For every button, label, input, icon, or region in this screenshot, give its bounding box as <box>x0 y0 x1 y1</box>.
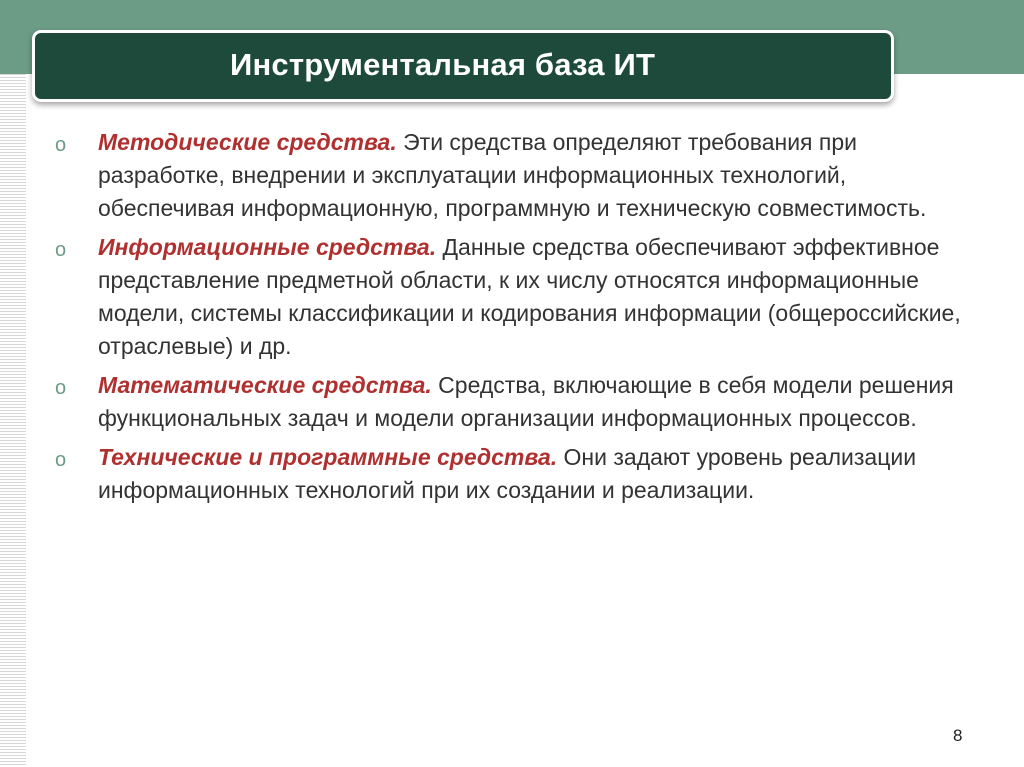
bullet-icon: o <box>55 449 67 471</box>
bullet-list <box>55 126 975 513</box>
item-text: Средства, включающие в себя модели решения функциональных задач и модели организации информационных процессов. <box>98 372 954 431</box>
bullet-icon: o <box>55 377 67 399</box>
item-text: Они задают уровень реализации информационных технологий при их создании и реализации. <box>98 444 917 503</box>
title-bar <box>32 30 894 102</box>
slide-title: Инструментальная база ИТ <box>230 47 656 82</box>
bullet-icon: o <box>55 134 67 156</box>
bullet-icon: o <box>55 239 67 261</box>
item-term: Технические и программные средства. <box>98 444 558 470</box>
list-item <box>55 441 975 507</box>
list-item <box>55 231 975 363</box>
item-text: Данные средства обеспечивают эффективное представление предметной области, к их числу относятся информационные модели, системы классификации и кодирования информации (общероссийские, отраслевые) и др. <box>98 234 961 359</box>
left-decorative-stripe <box>0 74 26 767</box>
page-number: 8 <box>953 726 963 745</box>
list-item <box>55 126 975 225</box>
list-item <box>55 369 975 435</box>
item-term: Методические средства. <box>98 129 397 155</box>
item-text: Эти средства определяют требования при разработке, внедрении и эксплуатации информационных технологий, обеспечивая информационную, программную и техническую совместимость. <box>98 129 927 221</box>
item-term: Информационные средства. <box>98 234 437 260</box>
item-term: Математические средства. <box>98 372 432 398</box>
